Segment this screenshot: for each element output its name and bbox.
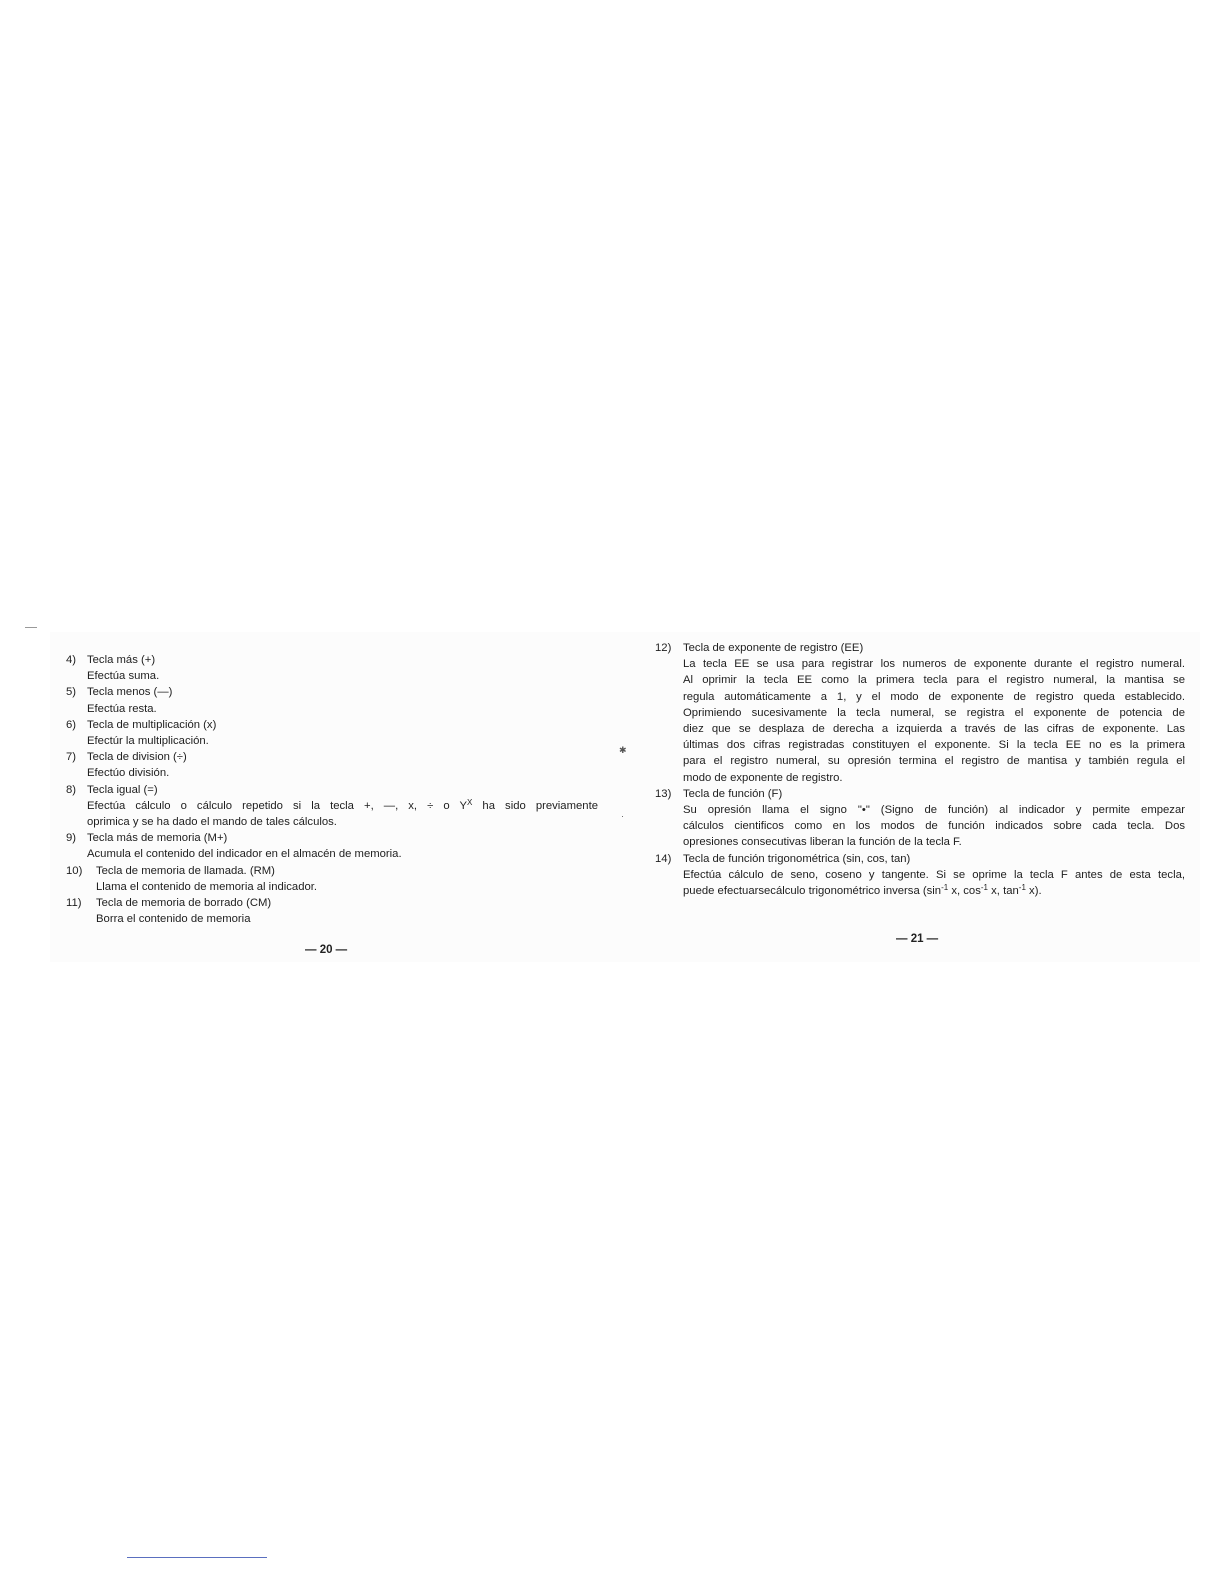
entry-text: Oprimiendo sucesivamente la tecla numeral, se registra el exponente de potencia de [683, 706, 1185, 719]
superscript-inverse: -1 [980, 883, 988, 893]
entry-9 [66, 830, 598, 862]
entry-text: oprimica y se ha dado el mando de tales cálculos. [87, 816, 337, 829]
gutter-speck: ✱ [619, 745, 627, 755]
entry-5 [66, 684, 598, 716]
entry-text: para el registro numeral, su opresión termina el registro de mantisa y también regula el [683, 755, 1185, 768]
entry-text: opresiones consecutivas liberan la función de la tecla F. [683, 836, 962, 849]
entry-title: Tecla de exponente de registro (EE) [683, 642, 864, 654]
entry-number: 8) [66, 783, 77, 796]
entry-12 [655, 640, 1185, 786]
entry-title: Tecla de función (F) [683, 787, 783, 800]
entry-number: 5) [66, 686, 77, 699]
entry-number: 14) [655, 852, 672, 865]
entry-number: 13) [655, 787, 672, 800]
entry-number: 7) [66, 751, 77, 764]
entry-title: Tecla igual (=) [87, 783, 158, 796]
bottom-rule [127, 1557, 267, 1558]
entry-number: 11) [66, 897, 82, 910]
page-number-21: — 21 — [896, 933, 939, 945]
entry-text: Borra el contenido de memoria [96, 913, 251, 926]
entry-text: Su opresión llama el signo "•" (Signo de función) al indicador y permite empezar [683, 804, 1185, 817]
entry-number: 4) [66, 654, 77, 666]
entry-text: Al oprimir la tecla EE como la primera tecla para el registro numeral, la mantisa se [683, 674, 1185, 687]
entry-text: Llama el contenido de memoria al indicador. [96, 880, 318, 893]
entry-title: Tecla de multiplicación (x) [87, 718, 217, 731]
page-20 [66, 652, 598, 927]
entry-text: diez que se desplaza de derecha a izquierda a través de las cifras de exponente. Las [683, 723, 1185, 736]
entry-14 [655, 851, 1185, 900]
entry-6 [66, 717, 598, 749]
entry-title: Tecla de función trigonométrica (sin, cos, tan) [683, 852, 911, 865]
entry-text-part: x, tan [988, 885, 1019, 898]
entry-13 [655, 786, 1185, 851]
entry-title: Tecla de memoria de llamada. (RM) [96, 864, 275, 877]
entry-number: 6) [66, 718, 77, 731]
entry-text-part: x). [1025, 885, 1042, 898]
entry-text: cálculos cientificos como en los modos de función indicados sobre cada tecla. Dos [683, 820, 1185, 833]
entry-title: Tecla menos (—) [87, 686, 173, 699]
entry-text [655, 883, 1185, 899]
page-number-20: — 20 — [305, 944, 348, 956]
entry-text: modo de exponente de registro. [683, 771, 843, 784]
entry-text: Efectúo división. [87, 767, 170, 780]
entry-number: 9) [66, 832, 77, 845]
entry-text: Efectúa cálculo de seno, coseno y tangente. Si se oprime la tecla F antes de esta tecla, [683, 868, 1185, 881]
gutter-speck: · [621, 811, 624, 821]
entry-text: Efectúa resta. [87, 702, 157, 715]
entry-text-part: puede efectuarsecálculo trigonométrico inversa (sin [683, 885, 942, 898]
entry-title: Tecla de division (÷) [87, 751, 187, 764]
entry-11 [66, 895, 598, 927]
superscript-inverse: -1 [941, 883, 949, 893]
scan-edge-mark [25, 627, 37, 628]
entry-text-part: x, cos [948, 885, 981, 898]
entry-text: Acumula el contenido del indicador en el almacén de memoria. [87, 848, 402, 861]
entry-text: regula automáticamente a 1, y el modo de exponente de registro queda establecido. [683, 690, 1185, 703]
entry-text: Efectúa suma. [87, 670, 160, 683]
superscript-inverse: -1 [1018, 883, 1026, 893]
entry-title: Tecla de memoria de borrado (CM) [96, 897, 272, 910]
superscript-x: X [467, 797, 473, 807]
entry-number: 12) [655, 642, 672, 654]
entry-text: últimas dos cifras registradas constituyen el exponente. Si la tecla EE no es la primera [683, 739, 1185, 752]
entry-title: Tecla más (+) [87, 654, 156, 666]
entry-text-part: ha sido previamente [472, 799, 598, 812]
page-21 [655, 640, 1185, 899]
entry-10 [66, 863, 598, 895]
entry-text [66, 798, 598, 814]
entry-4 [66, 652, 598, 684]
entry-title: Tecla más de memoria (M+) [87, 832, 228, 845]
entry-text: Efectúr la multiplicación. [87, 735, 209, 748]
entry-text: La tecla EE se usa para registrar los numeros de exponente durante el registro numeral. [683, 658, 1185, 671]
entry-8 [66, 782, 598, 831]
entry-7 [66, 749, 598, 781]
entry-number: 10) [66, 864, 83, 877]
entry-text-part: Efectúa cálculo o cálculo repetido si la tecla +, —, x, ÷ o Y [87, 799, 468, 812]
